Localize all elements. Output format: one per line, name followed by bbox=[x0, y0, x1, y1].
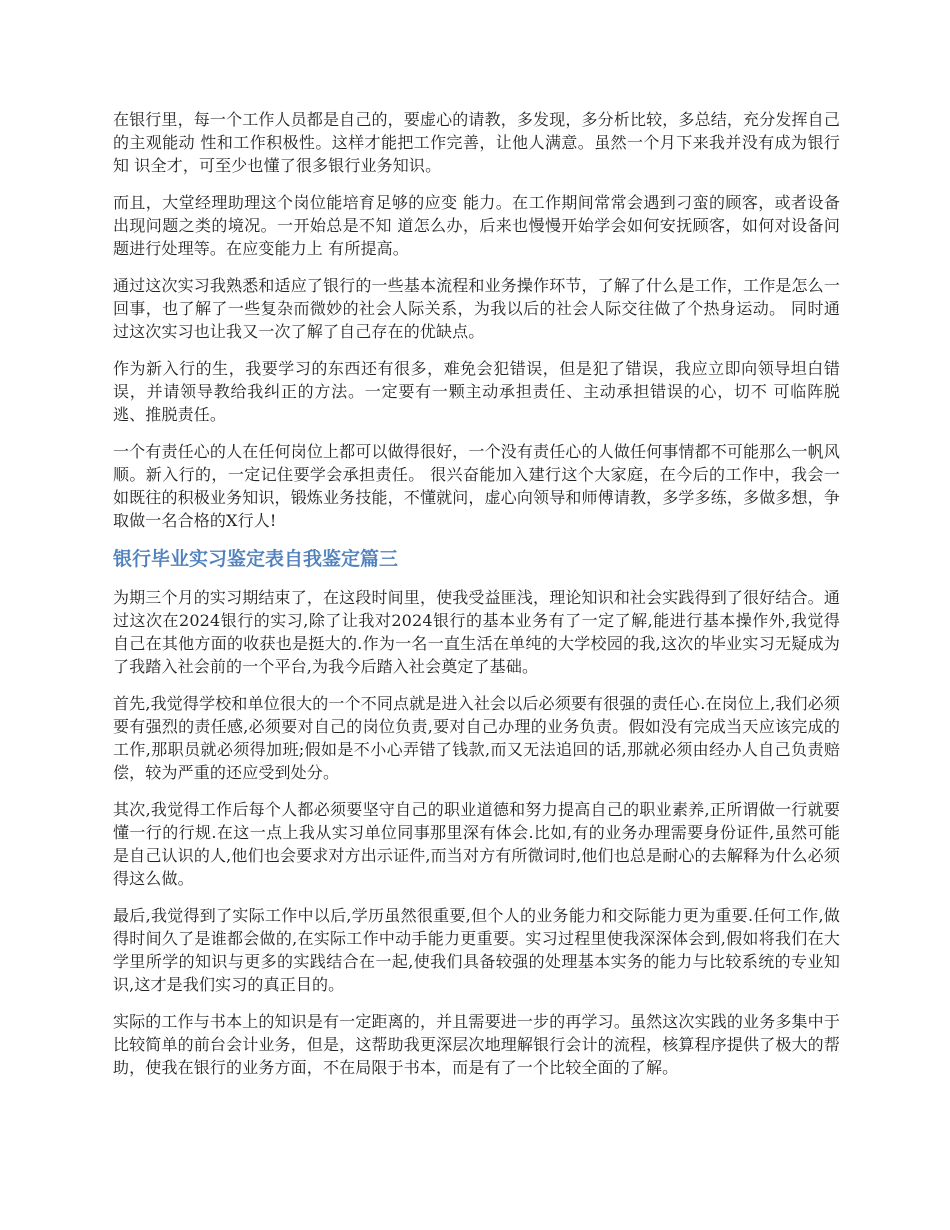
paragraph-6: 为期三个月的实习期结束了，在这段时间里，使我受益匪浅，理论知识和社会实践得到了很好结合。通过这次在2024银行的实习,除了让我对2024银行的基本业务有了一定了解,能进行基本操作外,我觉得自己在其他方面的收获也是挺大的.作为一名一直生活在单纯的大学校园的我,这次的毕业实习无疑成为了我踏入社会前的一个平台,为我今后踏入社会奠定了基础。 bbox=[113, 588, 840, 676]
paragraph-9: 最后,我觉得到了实际工作中以后,学历虽然很重要,但个人的业务能力和交际能力更为重要.任何工作,做得时间久了是谁都会做的,在实际工作中动手能力更重要。实习过程里使我深深体会到,假如将我们在大学里所学的知识与更多的实践结合在一起,使我们具备较强的处理基本实务的能力与比较系统的专业知识,这才是我们实习的真正目的。 bbox=[113, 906, 840, 994]
paragraph-3: 通过这次实习我熟悉和适应了银行的一些基本流程和业务操作环节，了解了什么是工作，工作是怎么一回事，也了解了一些复杂而微妙的社会人际关系，为我以后的社会人际交往做了个热身运动。 同时通过这次实习也让我又一次了解了自己存在的优缺点。 bbox=[113, 276, 840, 341]
document-page bbox=[113, 108, 840, 1093]
paragraph-5: 一个有责任心的人在任何岗位上都可以做得很好，一个没有责任心的人做任何事情都不可能那么一帆风顺。新入行的，一定记住要学会承担责任。 很兴奋能加入建行这个大家庭，在今后的工作中，我会一如既往的积极业务知识，锻炼业务技能，不懂就问，虚心向领导和师傅请教，多学多练，多做多想，争取做一名合格的X行人! bbox=[113, 442, 840, 530]
paragraph-2: 而且，大堂经理助理这个岗位能培育足够的应变 能力。在工作期间常常会遇到刁蛮的顾客，或者设备出现问题之类的境况。一开始总是不知 道怎么办，后来也慢慢开始学会如何安抚顾客，如何对设备问题进行处理等。在应变能力上 有所提高。 bbox=[113, 193, 840, 258]
paragraph-4: 作为新入行的生，我要学习的东西还有很多，难免会犯错误，但是犯了错误，我应立即向领导坦白错误，并请领导教给我纠正的方法。一定要有一颗主动承担责任、主动承担错误的心，切不 可临阵脱逃、推脱责任。 bbox=[113, 359, 840, 424]
paragraph-10: 实际的工作与书本上的知识是有一定距离的，并且需要进一步的再学习。虽然这次实践的业务多集中于比较简单的前台会计业务，但是，这帮助我更深层次地理解银行会计的流程，核算程序提供了极大的帮助，使我在银行的业务方面，不在局限于书本，而是有了一个比较全面的了解。 bbox=[113, 1012, 840, 1077]
paragraph-8: 其次,我觉得工作后每个人都必须要坚守自己的职业道德和努力提高自己的职业素养,正所谓做一行就要懂一行的行规.在这一点上我从实习单位同事那里深有体会.比如,有的业务办理需要身份证件,虽然可能是自己认识的人,他们也会要求对方出示证件,而当对方有所微词时,他们也总是耐心的去解释为什么必须得这么做。 bbox=[113, 800, 840, 888]
paragraph-7: 首先,我觉得学校和单位很大的一个不同点就是进入社会以后必须要有很强的责任心.在岗位上,我们必须要有强烈的责任感,必须要对自己的岗位负责,要对自己办理的业务负责。假如没有完成当天应该完成的工作,那职员就必须得加班;假如是不小心弄错了钱款,而又无法追回的话,那就必须由经办人自己负责赔偿，较为严重的还应受到处分。 bbox=[113, 694, 840, 782]
section-heading: 银行毕业实习鉴定表自我鉴定篇三 bbox=[113, 548, 399, 570]
paragraph-1: 在银行里，每一个工作人员都是自己的，要虚心的请教，多发现，多分析比较，多总结，充分发挥自己的主观能动 性和工作积极性。这样才能把工作完善，让他人满意。虽然一个月下来我并没有成为银行知 识全才，可至少也懂了很多银行业务知识。 bbox=[113, 110, 840, 175]
